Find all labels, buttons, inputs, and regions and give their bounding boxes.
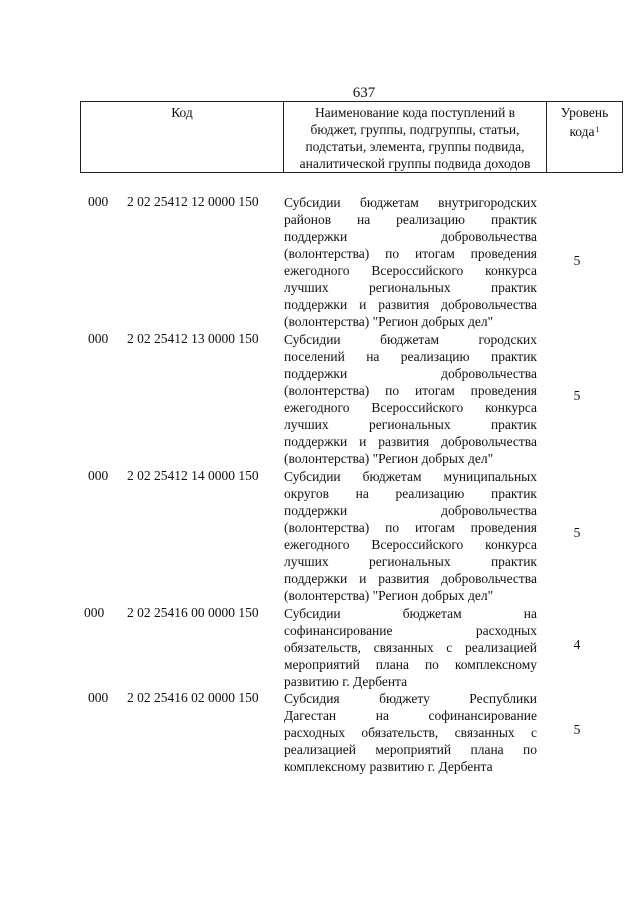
row-name-line: поддержки добровольчества [284,229,537,244]
row-name-line: развитию г. Дербента [284,674,408,689]
header-level-line: Уровень [560,105,609,120]
row-name [284,605,537,690]
row-name-line: комплексному развитию г. Дербента [284,759,493,774]
row-name-line: поселений на реализацию практик [284,349,537,364]
header-level-word: кода [569,124,595,139]
header-name-line: бюджет, группы, подгруппы, статьи, [310,122,520,137]
header-level [547,102,623,173]
row-name [284,690,537,775]
row-name-line: Дагестан на софинансирование [284,708,537,723]
row-name-line: (волонтерства) по итогам проведения [284,520,537,535]
header-name-line: аналитической группы подвида доходов [299,156,531,171]
row-name-line: ежегодного Всероссийского конкурса [284,263,537,278]
row-code: 2 02 25412 12 0000 150 [127,194,259,209]
header-code: Код [81,102,284,173]
row-level: 5 [573,722,581,737]
row-name-line: поддержки и развития добровольчества [284,434,537,449]
row-code: 2 02 25416 02 0000 150 [127,690,259,705]
row-name-line: лучших региональных практик [284,280,537,295]
header-level-line [549,121,620,140]
row-prefix: 000 [88,331,109,346]
row-code: 2 02 25416 00 0000 150 [127,605,259,620]
row-name-line: (волонтерства) по итогам проведения [284,246,537,261]
row-name-line: Субсидии бюджетам городских [284,332,537,347]
row-name-line: расходных обязательств, связанных с [284,725,537,740]
row-name-line: Субсидии бюджетам внутригородских [284,195,537,210]
row-name-line: Субсидия бюджету Республики [284,691,537,706]
row-prefix: 000 [88,690,109,705]
row-name-line: поддержки добровольчества [284,366,537,381]
row-name-line: поддержки добровольчества [284,503,537,518]
row-code: 2 02 25412 14 0000 150 [127,468,259,483]
row-code: 2 02 25412 13 0000 150 [127,331,259,346]
row-prefix: 000 [88,468,109,483]
row-name-line: (волонтерства) "Регион добрых дел" [284,314,494,329]
row-name [284,468,537,604]
row-name [284,194,537,330]
row-prefix: 000 [84,605,105,620]
row-name-line: обязательств, связанных с реализацией [284,640,537,655]
row-prefix: 000 [88,194,109,209]
row-name-line: поддержки и развития добровольчества [284,297,537,312]
header-name-line: Наименование кода поступлений в [314,105,516,120]
row-level: 5 [573,388,581,403]
row-name-line: лучших региональных практик [284,554,537,569]
row-name-line: ежегодного Всероссийского конкурса [284,400,537,415]
row-name-line: округов на реализацию практик [284,486,537,501]
row-name-line: лучших региональных практик [284,417,537,432]
row-name-line: мероприятий плана по комплексному [284,657,537,672]
row-name-line: районов на реализацию практик [284,212,537,227]
row-name-line: софинансирование расходных [284,623,537,638]
row-level: 5 [573,525,581,540]
header-name-line: подстатьи, элемента, группы подвида, [305,139,525,154]
row-level: 5 [573,253,581,268]
row-name-line: (волонтерства) по итогам проведения [284,383,537,398]
row-name-line: реализацией мероприятий плана по [284,742,537,757]
row-level: 4 [573,637,581,652]
page-number: 637 [352,85,376,101]
row-name-line: (волонтерства) "Регион добрых дел" [284,451,494,466]
row-name-line: Субсидии бюджетам муниципальных [284,469,537,484]
row-name-line: поддержки и развития добровольчества [284,571,537,586]
row-name-line: Субсидии бюджетам на [284,606,537,621]
header-name [284,102,547,173]
level-footnote-mark: 1 [595,125,600,134]
row-name-line: (волонтерства) "Регион добрых дел" [284,588,494,603]
table-header [80,101,623,173]
row-name-line: ежегодного Всероссийского конкурса [284,537,537,552]
row-name [284,331,537,467]
